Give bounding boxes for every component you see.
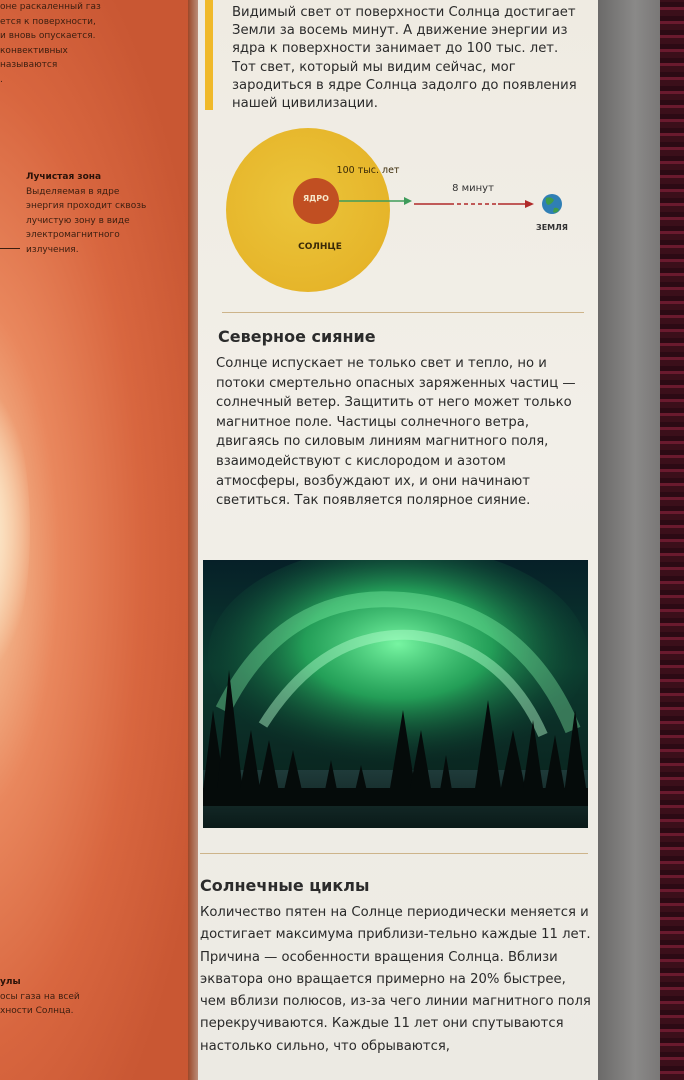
- caption-line: лучистую зону в виде: [26, 215, 130, 226]
- aurora-paragraph: Солнце испускает не только свет и тепло, но и потоки смертельно опасных заряженных частиц — солнечный ветер. Защитить от него может только магнитное поле. Частицы солнечного ветра, двигаясь по силовым линиям магнитного поля, взаимодействуют с кислородом и азотом атмосферы, возбуждают их, и они начинают светиться. Так появляется полярное сияние.: [216, 356, 576, 509]
- caption-line: ется к поверхности,: [0, 16, 96, 27]
- solar-cycles-paragraph: Количество пятен на Солнце периодически меняется и достигает максимума приблизи-тельно каждые 11 лет. Причина — особенности вращения Солнца. Вблизи экватора оно вращается примерно на 20% быстрее, чем вблизи полюсов, из-за чего линии магнитного поля перекручиваются. Каждые 11 лет они спутываются настолько сильно, что обрываются,: [200, 905, 591, 1054]
- caption-line: хности Солнца.: [0, 1006, 74, 1016]
- sun-label: СОЛНЦЕ: [298, 242, 342, 252]
- granules-caption: [0, 975, 140, 1019]
- accent-bar: [205, 0, 213, 110]
- left-page-sun-illustration: [0, 0, 200, 1080]
- surface-to-earth-time: 8 минут: [452, 183, 494, 194]
- solar-cycles-heading: Солнечные циклы: [200, 876, 370, 895]
- radiative-zone-caption: [26, 170, 196, 257]
- section-divider: [222, 312, 584, 313]
- core-label: ЯДРО: [303, 194, 329, 203]
- caption-line: называются: [0, 60, 58, 70]
- aurora-illustration: [203, 560, 588, 828]
- caption-line: энергия проходит сквозь: [26, 201, 147, 211]
- earth-arrow-head: [525, 200, 534, 208]
- sun-energy-diagram: [218, 128, 598, 298]
- granules-title: улы: [0, 977, 21, 987]
- aurora-photo: [203, 560, 588, 828]
- facing-page-edge: [598, 0, 660, 1080]
- aurora-heading: Северное сияние: [218, 327, 376, 346]
- caption-line: Выделяемая в ядре: [26, 186, 120, 197]
- earth-globe-icon: [542, 194, 562, 214]
- diagram-arrows: [218, 128, 598, 298]
- caption-line: конвективных: [0, 45, 68, 56]
- core-arrow-head: [404, 197, 412, 205]
- section-divider: [200, 853, 588, 854]
- sun-limb-glow: [0, 380, 30, 680]
- intro-paragraph: Видимый свет от поверхности Солнца достигает Земли за восемь минут. А движение энергии из ядра к поверхности занимает до 100 тыс. лет. Тот свет, который мы видим сейчас, мог зародиться в ядре Солнца задолго до появления нашей цивилизации.: [232, 5, 577, 112]
- caption-line: .: [0, 74, 3, 85]
- caption-line: оне раскаленный газ: [0, 2, 101, 12]
- earth-label: ЗЕМЛЯ: [536, 223, 568, 232]
- background-fabric: [660, 0, 684, 1080]
- core-to-surface-time: 100 тыс. лет: [336, 165, 400, 176]
- radiative-zone-title: Лучистая зона: [26, 172, 102, 182]
- caption-line: электромагнитного: [26, 230, 120, 240]
- caption-line: излучения.: [26, 244, 79, 255]
- caption-pointer-line: [0, 248, 20, 249]
- caption-line: и вновь опускается.: [0, 31, 96, 41]
- caption-line: осы газа на всей: [0, 991, 80, 1002]
- convective-zone-caption: [0, 0, 140, 87]
